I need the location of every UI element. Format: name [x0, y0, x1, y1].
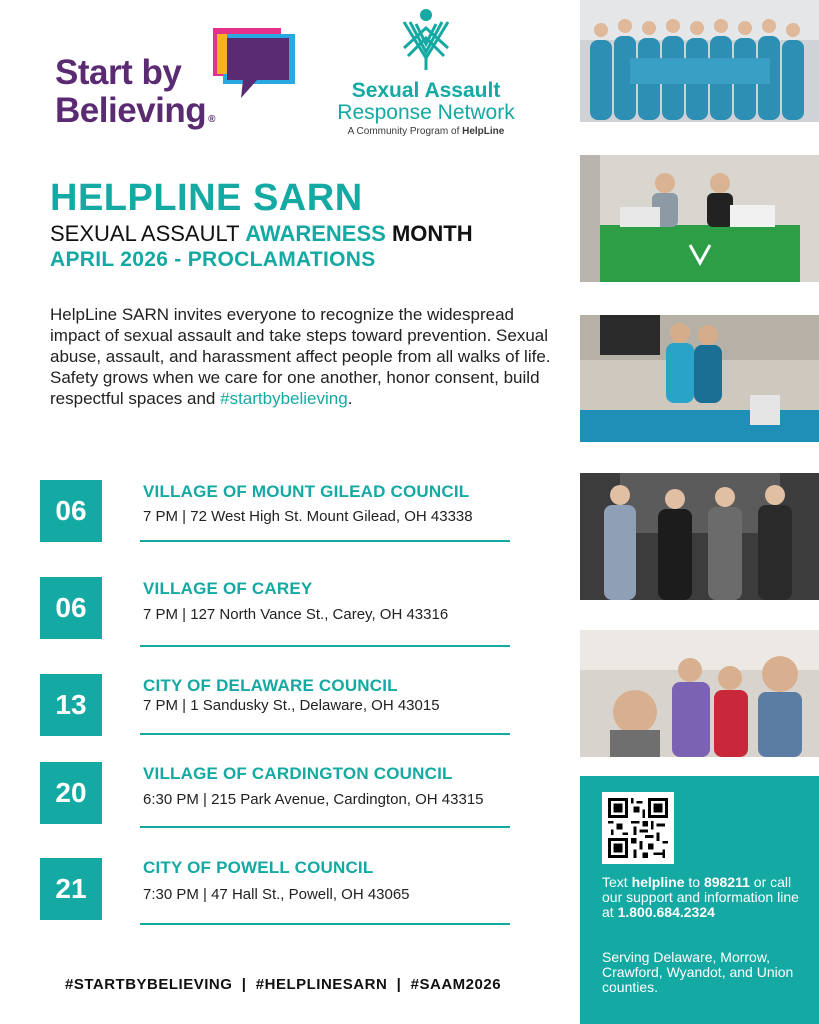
- qr-code[interactable]: [602, 792, 674, 864]
- sarn-logo: [326, 8, 526, 138]
- sarn-title-line1: Sexual Assault: [351, 79, 501, 102]
- group-photo-four: [580, 473, 819, 600]
- sarn-title-line2: Response Network: [337, 101, 515, 124]
- event-item: [40, 674, 540, 754]
- event-day-badge: 20: [40, 762, 102, 824]
- team-photo: [580, 0, 819, 122]
- hashtag-link[interactable]: #startbybelieving: [220, 389, 348, 408]
- event-title: VILLAGE OF CAREY: [143, 579, 313, 598]
- booth-photo-green: [580, 155, 819, 282]
- event-detail: 7:30 PM | 47 Hall St., Powell, OH 43065: [143, 886, 410, 903]
- event-item: [40, 762, 540, 842]
- booth-photo-teal: [580, 315, 819, 442]
- page-title: HELPLINE SARN: [50, 177, 363, 219]
- event-day-badge: 06: [40, 577, 102, 639]
- event-detail: 7 PM | 72 West High St. Mount Gilead, OH 43338: [143, 508, 473, 525]
- selfie-photo: [580, 630, 819, 757]
- sarn-subtitle: A Community Program of HelpLine: [347, 126, 505, 137]
- event-detail: 6:30 PM | 215 Park Avenue, Cardington, OH 43315: [143, 791, 484, 808]
- event-item: [40, 858, 540, 938]
- intro-paragraph: HelpLine SARN invites everyone to recognize the widespread impact of sexual assault and take steps toward prevention. Sexual abuse, assault, and harassment affect people from all walks of life. Safety grows when we care for one another, honor consent, build respectful spaces and #startbybelieving.: [50, 305, 551, 408]
- start-by-believing-logo: [55, 28, 300, 138]
- event-divider: [140, 923, 510, 925]
- event-day-badge: 13: [40, 674, 102, 736]
- speech-bubble-icon: [213, 28, 298, 103]
- event-day-badge: 21: [40, 858, 102, 920]
- qr-code-icon: [608, 798, 668, 858]
- event-item: [40, 577, 540, 657]
- page-subtitle: SEXUAL ASSAULT AWARENESS MONTH: [50, 221, 473, 246]
- event-divider: [140, 826, 510, 828]
- event-divider: [140, 733, 510, 735]
- contact-text: Text helpline to 898211 or call our support and information line at 1.800.684.2324: [602, 874, 799, 920]
- service-area-text: Serving Delaware, Morrow, Crawford, Wyandot, and Union counties.: [602, 949, 794, 995]
- event-title: VILLAGE OF CARDINGTON COUNCIL: [143, 764, 453, 783]
- sarn-figure-icon: [398, 8, 454, 72]
- event-divider: [140, 645, 510, 647]
- date-line: APRIL 2026 - PROCLAMATIONS: [50, 248, 376, 271]
- event-day-badge: 06: [40, 480, 102, 542]
- contact-panel: [580, 776, 819, 1024]
- hashtag-footer: #STARTBYBELIEVING | #HELPLINESARN | #SAAM2026: [65, 976, 502, 993]
- event-title: VILLAGE OF MOUNT GILEAD COUNCIL: [143, 482, 470, 501]
- event-divider: [140, 540, 510, 542]
- event-detail: 7 PM | 1 Sandusky St., Delaware, OH 43015: [143, 697, 440, 714]
- event-title: CITY OF DELAWARE COUNCIL: [143, 676, 398, 695]
- phone-number[interactable]: 1.800.684.2324: [617, 904, 715, 920]
- event-detail: 7 PM | 127 North Vance St., Carey, OH 43316: [143, 606, 449, 623]
- event-title: CITY OF POWELL COUNCIL: [143, 858, 374, 877]
- event-item: [40, 480, 540, 560]
- sbb-wordmark: Start by Believing ®: [55, 53, 215, 130]
